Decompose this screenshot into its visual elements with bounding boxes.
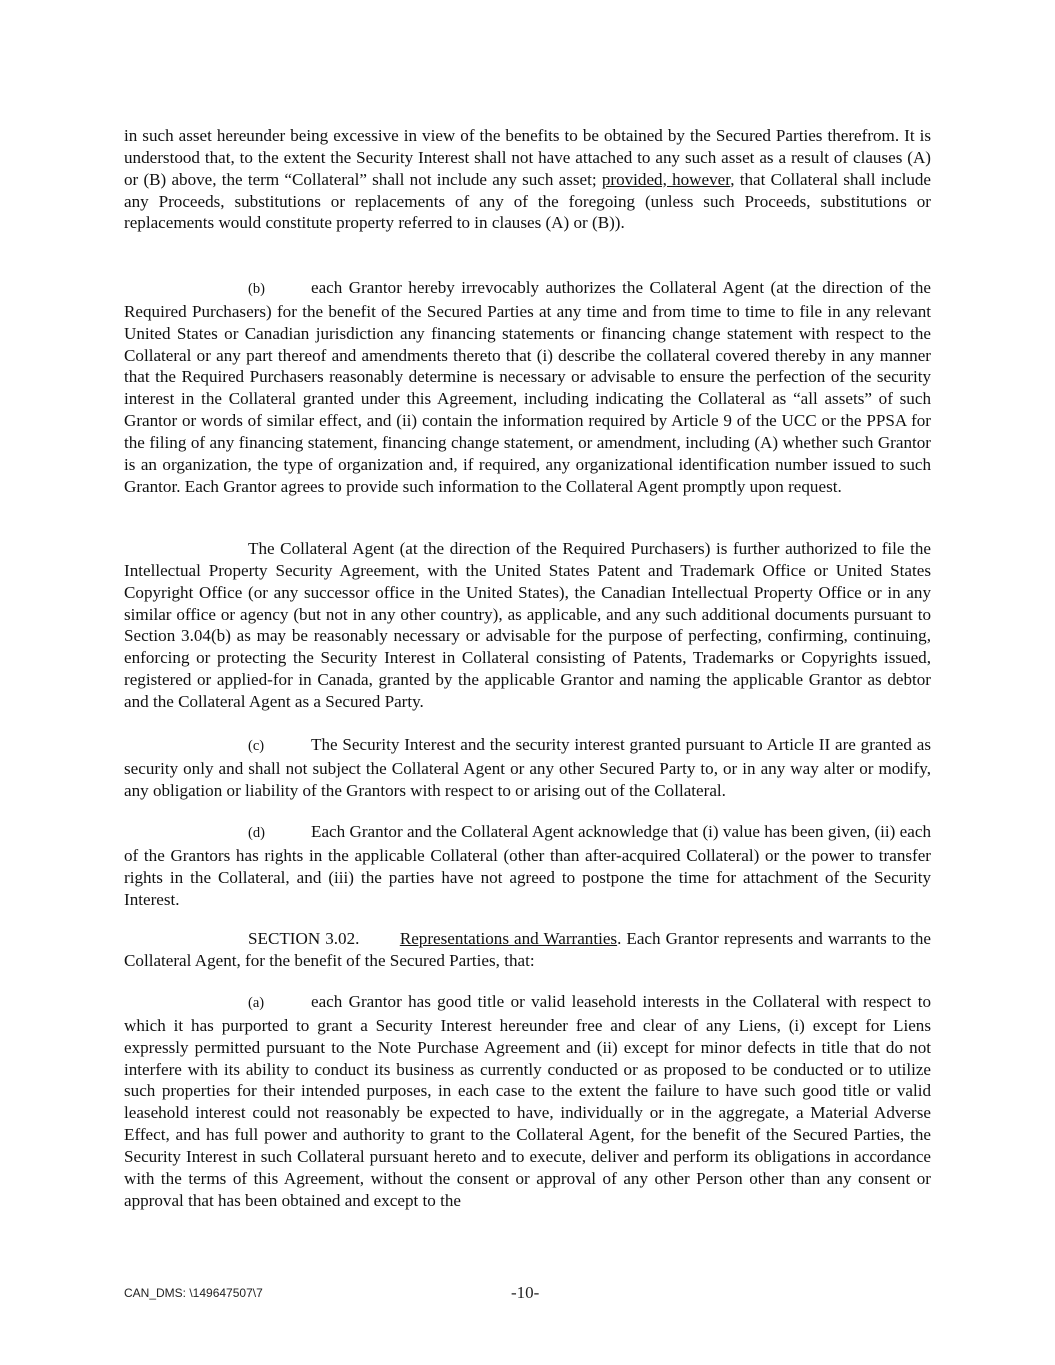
paragraph-a (124, 991, 931, 1211)
clause-label: (a) (248, 995, 265, 1011)
section-number: SECTION 3.02. (248, 929, 360, 948)
paragraph-text: in such asset hereunder being excessive in view of the benefits to be obtained by the Secured Parties therefrom. It is understood that, to the extent the Security Interest shall not have attached to any such asset as a result of clauses (A) or (B) above, the term “Collateral” shall not include any such asset; (124, 126, 931, 189)
clause-label: (b) (248, 281, 265, 297)
paragraph-b (124, 277, 931, 497)
paragraph-text: each Grantor has good title or valid leasehold interests in the Collateral with respect to which it has purported to grant a Security Interest hereunder free and clear of any Liens, (i) except for Liens expressly permitted pursuant to the Note Purchase Agreement and (ii) except for minor defects in title that do not interfere with its ability to conduct its business as currently conducted or as proposed to be conducted or to utilize such properties for their intended purposes, in each case to the extent the failure to have such good title or valid leasehold interest could not reasonably be expected to have, individually or in the aggregate, a Material Adverse Effect, and has full power and authority to grant to the Collateral Agent, for the benefit of the Secured Parties, the Security Interest in such Collateral pursuant hereto and to execute, deliver and perform its obligations in accordance with the terms of this Agreement, without the consent or approval of any other Person other than any consent or approval that has been obtained and except to the (124, 992, 931, 1210)
page-number: -10- (511, 1283, 540, 1302)
underlined-term: provided, however (601, 169, 731, 189)
paragraph-c (124, 734, 931, 802)
section-heading: Representations and Warranties (399, 929, 618, 948)
paragraph-text: each Grantor hereby irrevocably authorizes the Collateral Agent (at the direction of the Required Purchasers) for the benefit of the Secured Parties at any time and from time to time to file in any relevant United States or Canadian jurisdiction any financing statements or financing change statement with respect to the Collateral or any part thereof and amendments thereto that (i) describe the collateral covered thereby in any manner that the Required Purchasers reasonably determine is necessary or advisable to ensure the perfection of the security interest in the Collateral granted under this Agreement, including indicating the Collateral as “all assets” of such Grantor or words of similar effect, and (ii) contain the information required by Article 9 of the UCC or the PPSA for the filing of any financing statement, financing change statement, or amendment, including (A) whether such Grantor is an organization, the type of organization and, if required, any organizational identification number issued to such Grantor. Each Grantor agrees to provide such information to the Collateral Agent promptly upon request. (124, 278, 931, 496)
paragraph-text: The Security Interest and the security interest granted pursuant to Article II are granted as security only and shall not subject the Collateral Agent or any other Secured Party to, or in any way alter or modify, any obligation or liability of the Grantors with respect to or arising out of the Collateral. (124, 735, 931, 800)
paragraph-text: , that Collateral shall include any Proceeds, substitutions or replacements of any of the foregoing (unless such Proceeds, substitutions or replacements would constitute property referred to in clauses (A) or (B)). (124, 169, 932, 233)
document-id: CAN_DMS: \149647507\7 (124, 1286, 263, 1300)
paragraph-d (124, 821, 931, 910)
paragraph-text: The Collateral Agent (at the direction of the Required Purchasers) is further authorized to file the Intellectual Property Security Agreement, with the United States Patent and Trademark Office or United States Copyright Office (or any successor office in the United States), the Canadian Intellectual Property Office or in any similar office or agency (but not in any other country), as applicable, and any such additional documents pursuant to Section 3.04(b) as may be reasonably necessary or advisable for the purpose of perfecting, confirming, continuing, enforcing or protecting the Security Interest in Collateral consisting of Patents, Trademarks or Copyrights issued, registered or applied-for in Canada, granted by the applicable Grantor and naming the applicable Grantor as debtor and the Collateral Agent as a Secured Party. (124, 539, 931, 711)
paragraph-text: . Each Grantor represents and warrants to the Collateral Agent, for the benefit of the Secured Parties, that: (124, 929, 932, 970)
paragraph-continuation (124, 125, 931, 234)
paragraph-ip-filing (124, 538, 931, 713)
clause-label: (d) (248, 825, 265, 841)
paragraph-text: Each Grantor and the Collateral Agent acknowledge that (i) value has been given, (ii) each of the Grantors has rights in the applicable Collateral (other than after-acquired Collateral) or the power to transfer rights in the Collateral, and (iii) the parties have not agreed to postpone the time for attachment of the Security Interest. (124, 822, 931, 909)
section-3-02 (124, 928, 931, 972)
clause-label: (c) (248, 738, 265, 754)
